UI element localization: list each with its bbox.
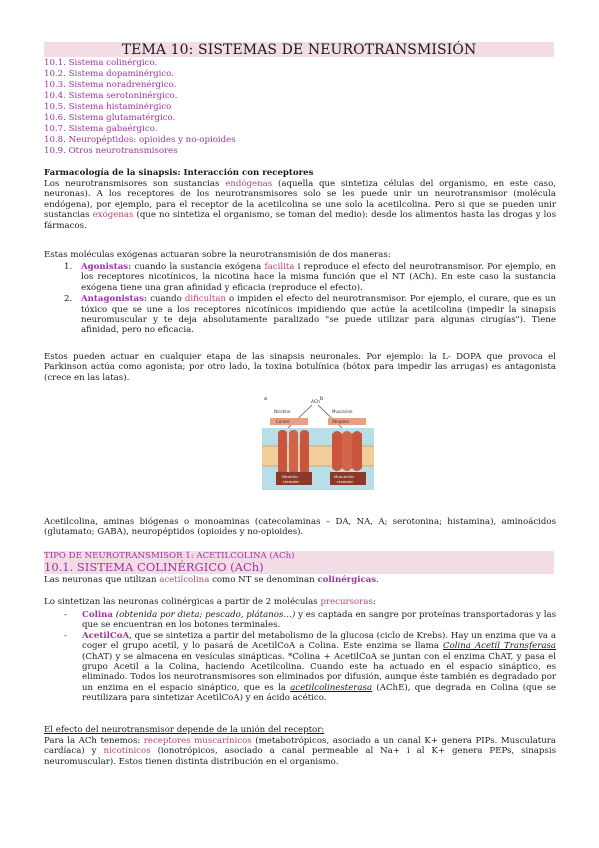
highlight-muscarinic: receptores muscarínicos xyxy=(143,736,252,746)
figure-muscarinic-helix xyxy=(332,431,342,471)
text-run: Para la ACh tenemos: xyxy=(44,736,144,746)
text-run: (ionotrópicos, asociado a canal permeable al Na+ i al K+ genera PEPs, sinapsis neuromuscular). Estos tienen distinta distribución en el organismo. xyxy=(44,746,556,767)
text-run: (ChAT) y se almacena en vesículas sinápticas. *Colina + AcetilCoA se juntan con el enzima ChAT, y pasa el grupo Acetil a la Colina, haciendo Acetilcolina. Cuando este ha actuado en el espacio sináptico, es eliminado. Todos los neurotransmisores son eliminados por difusión, aunque éste también es degradado por un enzima en el espacio sináptico, que es la xyxy=(82,651,556,693)
figure-label-nicotine: Nicotine xyxy=(274,409,291,414)
section-10-1-heading: 10.1. SISTEMA COLINÉRGICO (ACh) xyxy=(44,561,554,574)
acetilcoa-label: AcetilCoA xyxy=(82,630,130,641)
text-run: cuando xyxy=(147,294,185,305)
figure-nicotinic-label-line2: receptor xyxy=(283,479,300,484)
figure-label-atropine: Atropine xyxy=(332,419,349,424)
toc-item[interactable]: 10.8. Neuropéptidos: opioides y no-opioides xyxy=(44,135,236,145)
text-run: Las neuronas que utilizan xyxy=(44,575,160,585)
list-item-antagonists xyxy=(64,294,556,336)
figure-panel-a: a xyxy=(264,396,268,402)
pharmacology-heading: Farmacología de la sinapsis: Interacción con receptores xyxy=(44,168,314,178)
figure-label-muscarine: Muscarine xyxy=(332,409,353,414)
highlight-facilita: facilita xyxy=(264,262,295,272)
text-run: , que se sintetiza a partir del metabolismo de la glucosa (ciclo de Krebs). Hay un enzima que va a coger el grupo acetil, y lo pasará de AcetilCoA a Colina. Este enzima se llama xyxy=(82,630,556,652)
neurotransmitter-types-paragraph: Acetilcolina, aminas biógenas o monoaminas (catecolaminas – DA, NA, A; serotonina; histamina), aminoácidos (glutamato; GABA), neuropéptidos (opioides y no-opioides). xyxy=(44,517,556,538)
receptor-types-paragraph xyxy=(44,736,556,767)
antagonists-label: Antagonistas: xyxy=(81,294,148,305)
toc-item[interactable]: 10.6. Sistema glutamatérgico. xyxy=(44,113,176,123)
pharmacology-paragraph xyxy=(44,179,556,231)
colina-note: (obtenida por dieta; pescado, plátanos…) xyxy=(112,610,296,620)
stages-paragraph: Estos pueden actuar en cualquier etapa de las sinapsis neuronales. Por ejemplo: la L- DOPA que provoca el Parkinson actúa como agonista; por otro lado, la toxina botulínica (bótox para impedir las arrugas) es antagonista (crece en las latas). xyxy=(44,352,556,383)
highlight-nicotinic: nicotínicos xyxy=(103,746,151,757)
toc-item[interactable]: 10.9. Otros neurotransmisores xyxy=(44,146,178,156)
highlight-dificultan: dificultan xyxy=(184,294,227,305)
highlight-acetilcolina: acetilcolina xyxy=(159,575,210,585)
toc-item[interactable]: 10.3. Sistema noradrenérgico. xyxy=(44,80,177,90)
text-run: (AChE), que degrada en Colina (que se reutilizara para sintetizar AcetilCoA) y en ácido acético. xyxy=(82,682,556,704)
receptor-effect-heading: El efecto del neurotransmisor depende de la unión del receptor: xyxy=(44,725,325,735)
dash-bullet: - xyxy=(64,630,67,641)
text-run: Los neurotransmisores son sustancias xyxy=(44,179,226,189)
list-item-agonists xyxy=(64,262,556,293)
text-run: : xyxy=(372,597,376,607)
receptor-figure xyxy=(262,394,374,500)
text-run: (aquella que sintetiza células del organismo, en este caso, neuronas). A los receptores de los neurotransmisores solo se les puede unir un neurotransmisor (molécula endógena), por ejemplo, para el receptor de la acetilcolina se une solo la acetilcolina. Pero si que se pueden unir sustancias xyxy=(44,179,556,221)
toc-item[interactable]: 10.2. Sistema dopaminérgico. xyxy=(44,69,174,79)
figure-nicotinic-label-line1: Nicotinic xyxy=(282,474,299,479)
figure-panel-b: b xyxy=(320,396,324,402)
list-number: 2. xyxy=(64,294,73,305)
precursor-list xyxy=(64,610,556,704)
text-run: . xyxy=(376,575,379,585)
highlight-precursoras: precursoras xyxy=(320,597,373,607)
figure-muscarinic-label-line1: Muscarinic xyxy=(334,474,355,479)
highlight-exogenas: exógenas xyxy=(92,210,134,221)
page-title: TEMA 10: SISTEMAS DE NEUROTRANSMISIÓN xyxy=(44,42,554,57)
enzyme-ache: acetilcolinesterasa xyxy=(290,682,373,693)
list-number: 1. xyxy=(64,262,73,272)
figure-label-ach: ACh xyxy=(311,400,320,405)
text-run: como NT se denominan xyxy=(209,575,318,585)
section-type-1-heading: TIPO DE NEUROTRANSMISOR 1: ACETILCOLINA (ACh) xyxy=(44,551,554,561)
agonists-label: Agonistas: xyxy=(81,262,132,272)
colina-label: Colina xyxy=(82,610,113,620)
text-run: i reproduce el efecto del neurotransmisor. Por ejemplo, en los receptores nicotínicos, la nicotina hace la misma función que el NT (ACh). En este caso la sustancia exógena tiene una gran afinidad y eficacia (reproduce el efecto). xyxy=(81,262,556,293)
figure-muscarinic-label-line2: receptor xyxy=(337,479,354,484)
synthesis-intro xyxy=(44,597,556,607)
dash-bullet: - xyxy=(64,610,67,620)
mechanism-list xyxy=(64,262,556,337)
enzyme-chat: Colina Acetil Transferasa xyxy=(443,641,556,652)
toc-item[interactable]: 10.5. Sistema histaminérgico xyxy=(44,102,172,112)
text-run: y es captada en sangre por proteínas transportadoras y las que se encuentran en los botones terminales. xyxy=(82,610,556,631)
highlight-colinergicas: colinérgicas xyxy=(317,575,377,585)
highlight-endogenas: endógenas xyxy=(225,179,273,189)
toc-item[interactable]: 10.4. Sistema serotoninérgico. xyxy=(44,91,178,101)
exogenous-intro: Estas moléculas exógenas actuaran sobre la neurotransmisión de dos maneras: xyxy=(44,250,391,260)
cholinergic-definition xyxy=(44,575,556,585)
figure-muscarinic-helix xyxy=(352,431,362,471)
list-item-acetilcoa xyxy=(64,631,556,704)
toc-item[interactable]: 10.1. Sistema colinérgico. xyxy=(44,58,158,68)
text-run: Lo sintetizan las neuronas colinérgicas a partir de 2 moléculas xyxy=(44,597,321,607)
text-run: cuando la sustancia exógena xyxy=(131,262,265,272)
table-of-contents xyxy=(44,58,236,157)
figure-muscarinic-helix xyxy=(342,431,352,471)
text-run: (metabotrópicos, asociado a un canal K+ genera PIPs. Musculatura cardíaca) y xyxy=(44,736,557,757)
list-item-colina xyxy=(64,610,556,631)
text-run: (que no sintetiza el organismo, se toman del medio): desde los alimentos hasta las drogas y los fármacos. xyxy=(44,210,556,231)
figure-label-curare: Curare xyxy=(276,419,290,424)
toc-item[interactable]: 10.7. Sistema gabaérgico. xyxy=(44,124,158,134)
text-run: o impiden el efecto del neurotransmisor. Por ejemplo, el curare, que es un tóxico que se une a los receptores nicotínicos impidiendo que actúe la acetilcolina (impedir la sinapsis neuromuscular y te deja absolutamente paralizado "se puede utilizar para algunas cirugías"). Tiene afinidad, pero no eficacia. xyxy=(81,294,556,336)
